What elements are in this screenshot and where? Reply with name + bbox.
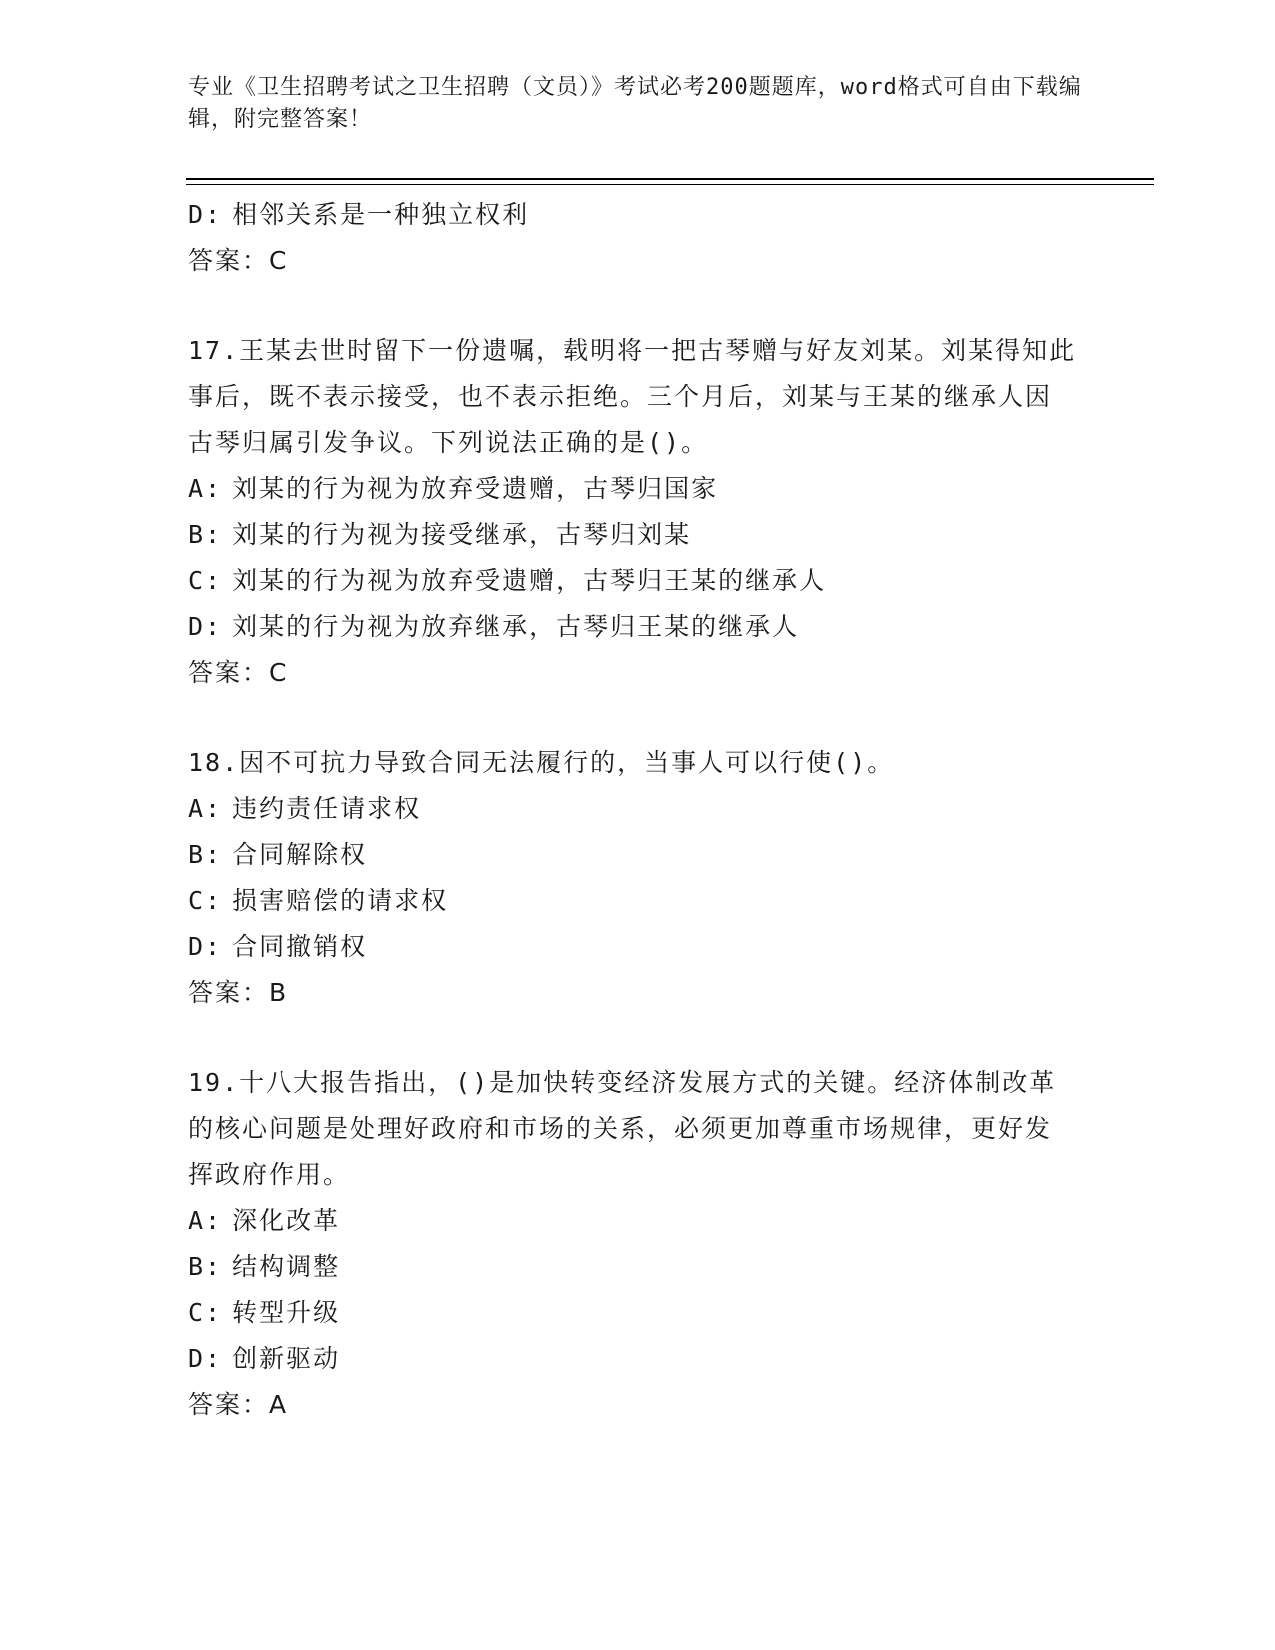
spacer — [188, 1016, 1088, 1060]
option-key: D: — [188, 1344, 223, 1373]
option-b — [188, 1244, 1088, 1290]
option-a — [188, 466, 1088, 512]
option-key: D: — [188, 200, 223, 229]
option-key: B: — [188, 1252, 223, 1281]
spacer — [188, 284, 1088, 328]
option-c — [188, 878, 1088, 924]
header-rule-thin — [186, 184, 1154, 185]
option-key: A: — [188, 474, 223, 503]
answer-line: 答案：C — [188, 246, 289, 275]
option-key: B: — [188, 520, 223, 549]
option-b — [188, 512, 1088, 558]
option-key: D: — [188, 932, 223, 961]
option-text: 刘某的行为视为放弃受遗赠，古琴归王某的继承人 — [232, 566, 827, 595]
option-text: 刘某的行为视为放弃受遗赠，古琴归国家 — [232, 474, 719, 503]
option-d — [188, 1336, 1088, 1382]
answer-line: 答案：B — [188, 978, 289, 1007]
option-text: 刘某的行为视为放弃继承，古琴归王某的继承人 — [232, 612, 800, 641]
option-text: 合同解除权 — [232, 840, 368, 869]
option-c — [188, 1290, 1088, 1336]
option-key: A: — [188, 794, 223, 823]
option-d-continued — [188, 192, 1088, 238]
header-rule-thick — [186, 178, 1154, 180]
document-body — [188, 192, 1088, 1428]
option-c — [188, 558, 1088, 604]
option-key: A: — [188, 1206, 223, 1235]
answer-line: 答案：C — [188, 658, 289, 687]
option-text: 深化改革 — [232, 1206, 341, 1235]
option-text: 相邻关系是一种独立权利 — [232, 200, 530, 229]
spacer — [188, 696, 1088, 740]
option-text: 违约责任请求权 — [232, 794, 422, 823]
document-header: 专业《卫生招聘考试之卫生招聘（文员）》考试必考200题题库，word格式可自由下载编辑，附完整答案！ — [188, 75, 1082, 132]
option-text: 合同撤销权 — [232, 932, 368, 961]
option-a — [188, 1198, 1088, 1244]
answer-line: 答案：A — [188, 1390, 289, 1419]
option-key: C: — [188, 566, 223, 595]
option-d — [188, 604, 1088, 650]
option-text: 刘某的行为视为接受继承，古琴归刘某 — [232, 520, 692, 549]
option-text: 转型升级 — [232, 1298, 341, 1327]
option-key: C: — [188, 886, 223, 915]
question-stem-18: 18.因不可抗力导致合同无法履行的，当事人可以行使()。 — [188, 748, 895, 777]
option-key: C: — [188, 1298, 223, 1327]
option-text: 创新驱动 — [232, 1344, 341, 1373]
option-d — [188, 924, 1088, 970]
option-b — [188, 832, 1088, 878]
question-stem-19: 19.十八大报告指出，()是加快转变经济发展方式的关键。经济体制改革的核心问题是处理好政府和市场的关系，必须更加尊重市场规律，更好发挥政府作用。 — [188, 1068, 1057, 1189]
option-a — [188, 786, 1088, 832]
question-stem-17: 17.王某去世时留下一份遗嘱，载明将一把古琴赠与好友刘某。刘某得知此事后，既不表示接受，也不表示拒绝。三个月后，刘某与王某的继承人因古琴归属引发争议。下列说法正确的是()。 — [188, 336, 1077, 457]
option-text: 损害赔偿的请求权 — [232, 886, 449, 915]
option-key: D: — [188, 612, 223, 641]
option-text: 结构调整 — [232, 1252, 341, 1281]
option-key: B: — [188, 840, 223, 869]
